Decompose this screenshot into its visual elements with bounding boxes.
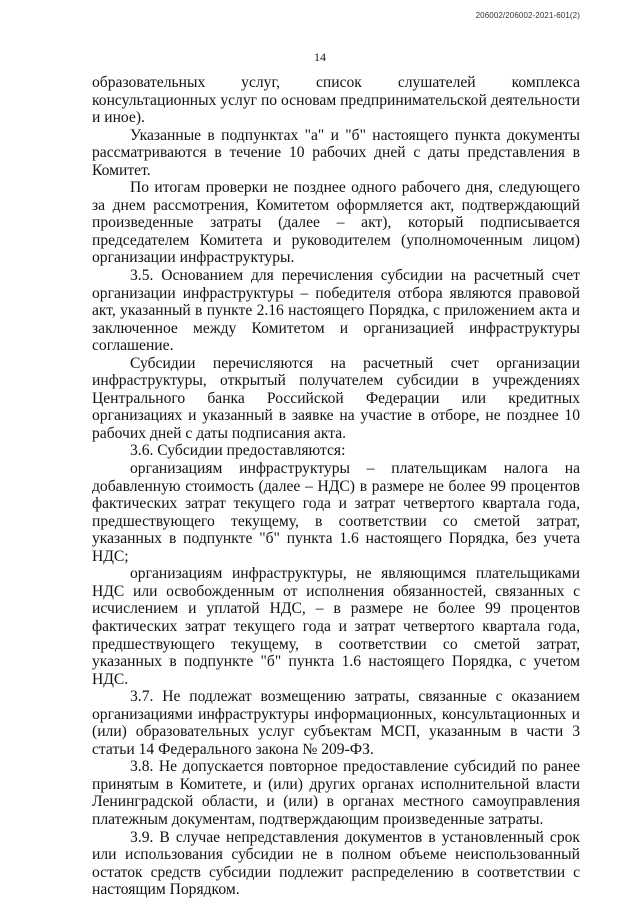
paragraph-3-9: 3.9. В случае непредставления документов в установленный срок или использования субсидии не в полном объеме неиспользованный остаток средств субсидии подлежит распределению в соответствии с настоящим Порядком. [92, 828, 580, 899]
paragraph-continuation: образовательных услуг, список слушателей комплекса консультационных услуг по основам предпринимательской деятельности и иное). [92, 74, 580, 127]
paragraph-3-5: 3.5. Основанием для перечисления субсидии на расчетный счет организации инфраструктуры – победителя отбора являются правовой акт, указанный в пункте 2.16 настоящего Порядка, с приложением акта и заключенное между Комитетом и организацией инфраструктуры соглашение. [92, 267, 580, 355]
paragraph-3-7: 3.7. Не подлежат возмещению затраты, связанные с оказанием организациями инфраструктуры информационных, консультационных и (или) образовательных услуг субъектам МСП, указанным в части 3 статьи 14 Федерального закона № 209-ФЗ. [92, 688, 580, 758]
paragraph-review-period: Указанные в подпунктах "а" и "б" настоящего пункта документы рассматриваются в течение 10 рабочих дней с даты представления в Комитет. [92, 126, 580, 179]
paragraph-non-vat-payers: организациям инфраструктуры, не являющимся плательщиками НДС или освобожденным от исполнения обязанностей, связанных с исчислением и уплатой НДС, – в размере не более 99 процентов фактических затрат текущего года и затрат четвертого квартала года, предшествующего текущему, в соответствии со сметой затрат, указанных в подпункте "б" пункта 1.6 настоящего Порядка, с учетом НДС. [92, 565, 580, 688]
paragraph-transfer-of-subsidies: Субсидии перечисляются на расчетный счет организации инфраструктуры, открытый получателем субсидии в учреждениях Центрального банка Российской Федерации или кредитных организациях и указанный в заявке на участие в отборе, не позднее 10 рабочих дней с даты подписания акта. [92, 354, 580, 442]
paragraph-3-6: 3.6. Субсидии предоставляются: [130, 442, 346, 460]
paragraph-vat-payers: организациям инфраструктуры – плательщикам налога на добавленную стоимость (далее – НДС) в размере не более 99 процентов фактических затрат текущего года и затрат четвертого квартала года, предшествующего текущему, в соответствии со сметой затрат, указанных в подпункте "б" пункта 1.6 настоящего Порядка, без учета НДС; [92, 460, 580, 565]
page-number: 14 [314, 50, 326, 64]
document-id: 206002/206002-2021-601(2) [475, 11, 580, 20]
paragraph-3-8: 3.8. Не допускается повторное предоставление субсидий по ранее принятым в Комитете, и (или) других органах исполнительной власти Ленинградской области, и (или) в органах местного самоуправления платежным документам, подтверждающим произведенные затраты. [92, 758, 580, 828]
document-body [92, 74, 580, 899]
paragraph-act-of-costs: По итогам проверки не позднее одного рабочего дня, следующего за днем рассмотрения, Комитетом оформляется акт, подтверждающий произведенные затраты (далее – акт), который подписывается председателем Комитета и руководителем (уполномоченным лицом) организации инфраструктуры. [92, 179, 580, 267]
